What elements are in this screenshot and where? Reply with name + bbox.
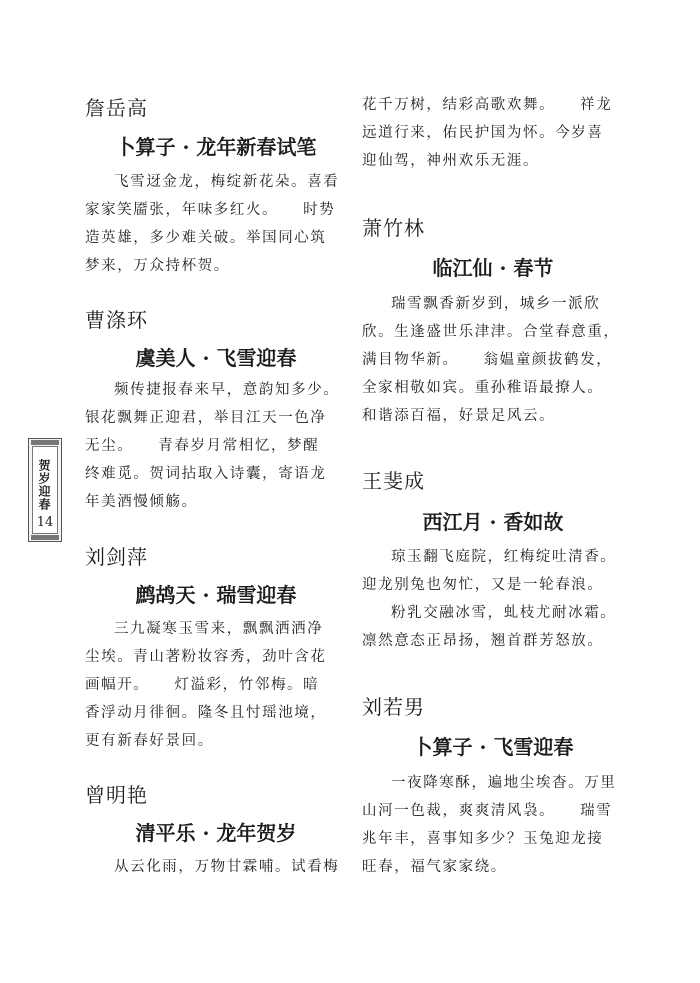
poem-line: 家家笑靥张，年味多红火。 时势 [85, 202, 336, 218]
poem-line: 一夜降寒酥，遍地尘埃杳。万里 [391, 775, 617, 791]
poem-line: 飞雪迓金龙，梅绽新花朵。喜看 [114, 174, 340, 190]
poem-line: 银花飘舞正迎君，举目江天一色净 [85, 410, 327, 426]
poem-title: 虞美人 · 飞雪迎春 [135, 346, 297, 370]
tab-inner-frame [32, 446, 58, 534]
poem-line: 香浮动月徘徊。隆冬且忖瑶池境， [85, 705, 327, 721]
poem-line: 造英雄，多少难关破。举国同心筑 [85, 230, 327, 246]
poem-line: 终难觅。贺词拈取入诗囊，寄语龙 [85, 466, 327, 482]
poem-line: 欣。生逢盛世乐津津。合堂春意重， [362, 324, 620, 340]
poem-line: 频传捷报春来早，意韵知多少。 [114, 382, 340, 398]
poem-title: 卜算子 · 飞雪迎春 [412, 735, 574, 759]
poem-line: 山河一色裁，爽爽清风袅。 瑞雪 [362, 803, 613, 819]
poem-line: 画幅开。 灯溢彩，竹邻梅。暗 [85, 677, 320, 693]
poem-line: 三九凝寒玉雪来，飘飘洒洒净 [114, 621, 324, 637]
poem-line: 琼玉翻飞庭院，红梅绽吐清香。 [391, 549, 617, 565]
poem-author: 曾明艳 [85, 783, 148, 807]
poem-line: 满目物华新。 翁媪童颜拔鹤发， [362, 352, 613, 368]
poem-author: 王斐成 [362, 469, 425, 493]
poem-title: 西江月 · 香如故 [422, 510, 564, 534]
poem-author: 萧竹林 [362, 216, 425, 240]
poem-author: 詹岳高 [85, 96, 148, 120]
poem-line: 凛然意态正昂扬，翘首群芳怒放。 [362, 633, 604, 649]
poem-title: 鹧鸪天 · 瑞雪迎春 [135, 583, 297, 607]
poem-line: 更有新春好景回。 [85, 733, 214, 749]
poem-line: 梦来，万众持杯贺。 [85, 258, 230, 274]
poem-line: 全家相敬如宾。重孙稚语最撩人。 [362, 380, 604, 396]
section-label: 贺岁迎春 [37, 459, 51, 511]
poem-title: 清平乐 · 龙年贺岁 [135, 821, 297, 845]
poem-line: 粉乳交融冰雪，虬枝尤耐冰霜。 [391, 605, 617, 621]
poem-line: 年美酒慢倾觞。 [85, 494, 198, 510]
page-number: 14 [36, 515, 54, 530]
tab-top-ornament [31, 440, 59, 445]
poem-line: 从云化雨，万物甘霖哺。试看梅 [114, 859, 340, 875]
poem-line: 瑞雪飘香新岁到，城乡一派欣 [391, 296, 601, 312]
poem-line: 旺春，福气家家绕。 [362, 859, 507, 875]
poem-line: 无尘。 青春岁月常相忆，梦醒 [85, 438, 320, 454]
poem-line: 尘埃。青山著粉妆容秀，劲叶含花 [85, 649, 327, 665]
poem-title: 卜算子 · 龙年新春试笔 [115, 135, 317, 159]
poem-author: 刘剑萍 [85, 545, 148, 569]
poem-author: 刘若男 [362, 695, 425, 719]
poem-line: 远道行来，佑民护国为怀。今岁喜 [362, 125, 604, 141]
poem-title: 临江仙 · 春节 [432, 256, 554, 280]
section-side-tab [28, 438, 62, 542]
poem-line: 迎仙驾，神州欢乐无涯。 [362, 153, 540, 169]
poem-line: 和谐添百福，好景足风云。 [362, 408, 556, 424]
poem-line: 兆年丰，喜事知多少？玉兔迎龙接 [362, 831, 604, 847]
poem-line: 迎龙别兔也匆忙，又是一轮春浪。 [362, 577, 604, 593]
tab-bottom-ornament [31, 535, 59, 540]
poem-line: 花千万树，结彩高歌欢舞。 祥龙 [362, 97, 613, 113]
poem-author: 曹涤环 [85, 308, 148, 332]
